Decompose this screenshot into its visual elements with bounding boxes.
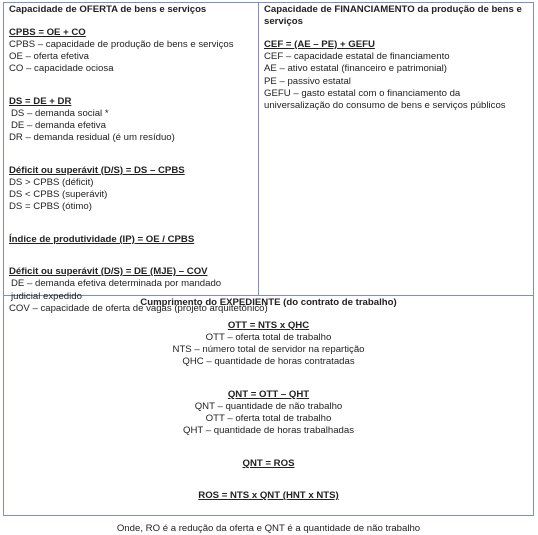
mje-deficit-formula: Déficit ou superávit (D/S) = DE (MJE) – COV [9, 266, 208, 278]
optimal-case: DS = CPBS (ótimo) [9, 201, 92, 213]
qnt-definition: QNT – quantidade de não trabalho [194, 401, 343, 412]
ae-definition: AE – ativo estatal (financeiro e patrimonial) [264, 63, 447, 75]
dr-definition: DR – demanda residual (é um resíduo) [9, 132, 175, 144]
ros-formula: ROS = NTS x QNT (HNT x NTS) [198, 490, 339, 502]
pe-definition: PE – passivo estatal [264, 75, 351, 87]
deficit-formula: Déficit ou superávit (D/S) = DS – CPBS [9, 164, 185, 176]
work-schedule-cell [4, 296, 533, 534]
work-schedule-header: Cumprimento do EXPEDIENTE (do contrato de trabalho) [140, 297, 397, 308]
financing-capacity-cell [259, 3, 533, 296]
de-definition: DE – demanda efetiva [11, 120, 106, 132]
gefu-definition: GEFU – gasto estatal com o financiamento da universalização do consumo de bens e serviços públicos [264, 87, 506, 112]
ds-definition: DS – demanda social * [11, 108, 109, 119]
ds-formula: DS = DE + DR [9, 95, 72, 107]
formula-table [3, 2, 534, 534]
ott-definition: OTT – oferta total de trabalho [205, 332, 332, 343]
productivity-index-formula: Índice de produtividade (IP) = OE / CPBS [9, 233, 195, 245]
offer-capacity-cell [4, 3, 268, 314]
co-definition: CO – capacidade ociosa [9, 63, 114, 75]
financing-capacity-header: Capacidade de FINANCIAMENTO da produção de bens e serviços [264, 4, 522, 28]
deficit-case: DS > CPBS (déficit) [9, 177, 94, 188]
de-mje-definition: DE – demanda efetiva determinada por mandado judicial expedido [11, 278, 222, 302]
offer-capacity-header: Capacidade de OFERTA de bens e serviços [9, 4, 207, 15]
qnt-formula: QNT = OTT – QHT [227, 388, 310, 400]
cef-definition: CEF – capacidade estatal de financiamento [264, 51, 450, 63]
cov-definition: COV – capacidade de oferta de vagas (projeto arquitetônico) [9, 302, 268, 314]
qhc-definition: QHC – quantidade de horas contratadas [182, 356, 355, 368]
qht-definition: QHT – quantidade de horas trabalhadas [182, 425, 355, 437]
nts-definition: NTS – número total de servidor na repartição [172, 344, 365, 356]
cpbs-definition: CPBS – capacidade de produção de bens e serviços [9, 39, 234, 50]
ott-definition-2: OTT – oferta total de trabalho [205, 413, 332, 425]
closing-note: Onde, RO é a redução da oferta e QNT é a quantidade de não trabalho [116, 522, 421, 534]
surplus-case: DS < CPBS (superávit) [9, 189, 108, 201]
cef-formula: CEF = (AE – PE) + GEFU [264, 39, 375, 50]
oe-definition: OE – oferta efetiva [9, 51, 89, 63]
cpbs-formula: CPBS = OE + CO [9, 26, 86, 38]
qnt-ros-formula: QNT = ROS [242, 457, 295, 469]
ott-formula: OTT = NTS x QHC [227, 319, 310, 331]
